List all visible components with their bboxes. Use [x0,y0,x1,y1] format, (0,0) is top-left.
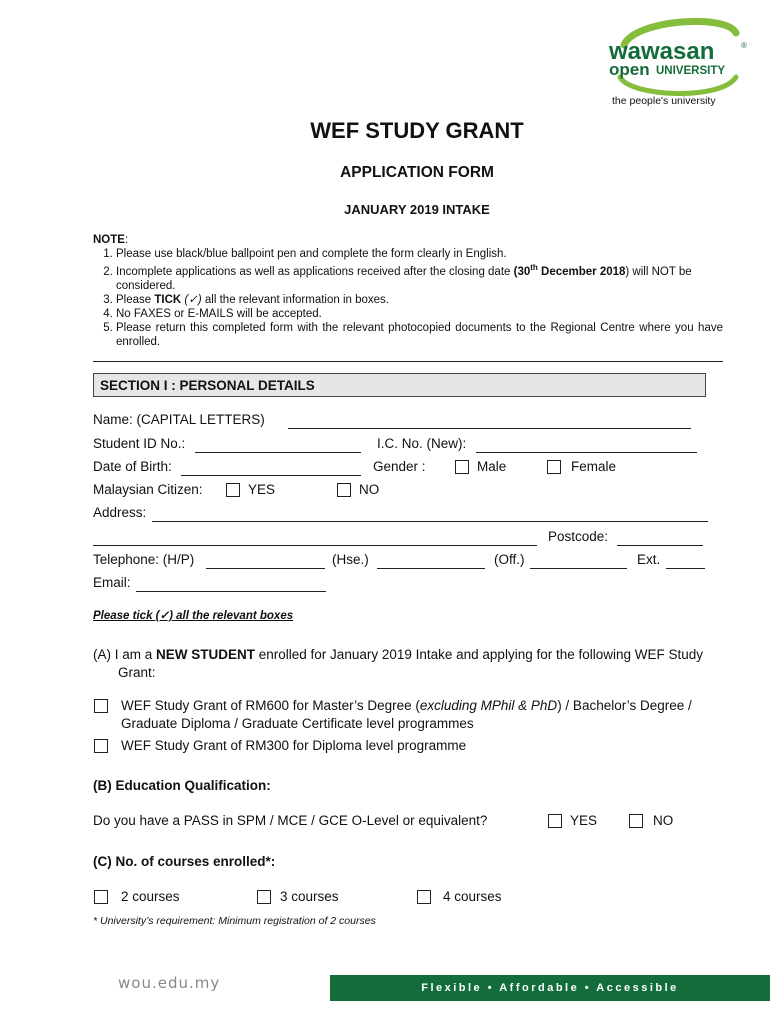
citizen-no-checkbox[interactable] [337,483,351,497]
ic-field[interactable] [476,451,697,453]
part-a-text: Grant: [118,665,156,680]
note-bold: December 2018 [537,265,626,278]
ext-label: Ext. [637,552,661,567]
citizen-label: Malaysian Citizen: [93,482,203,497]
part-c-heading: (C) No. of courses enrolled*: [93,854,276,869]
intake-heading: JANUARY 2019 INTAKE [344,202,490,217]
logo-university: UNIVERSITY [656,65,726,77]
citizen-yes-label: YES [248,482,276,497]
part-b-heading: (B) Education Qualification: [93,778,271,793]
note-text: Please [116,293,155,306]
footer-slogan: Flexible • Affordable • Accessible [330,975,770,1001]
citizen-yes-checkbox[interactable] [226,483,240,497]
part-b-question: Do you have a PASS in SPM / MCE / GCE O-Level or equivalent? [93,813,488,828]
note-item [116,293,723,307]
email-label: Email: [93,575,131,590]
address-field-1[interactable] [152,520,708,522]
telephone-hp-field[interactable] [206,567,325,569]
footnote: * University’s requirement: Minimum registration of 2 courses [93,915,376,927]
ic-label: I.C. No. (New): [377,436,467,451]
courses-4-checkbox[interactable] [417,890,431,904]
tick-instruction: Please tick (✓) all the relevant boxes [93,610,294,622]
logo-tagline: the people's university [612,95,716,107]
name-field[interactable] [288,427,691,429]
student-id-field[interactable] [195,451,361,453]
part-a-text: (A) I am a [93,647,157,662]
part-a-text: enrolled for January 2019 Intake and applying for the following WEF Study [255,647,704,662]
form-title: WEF STUDY GRANT [310,118,524,143]
student-id-label: Student ID No.: [93,436,186,451]
off-label: (Off.) [494,552,525,567]
notes-heading: NOTE [93,234,125,246]
telephone-label: Telephone: (H/P) [93,552,195,567]
postcode-field[interactable] [617,544,703,546]
male-label: Male [477,459,507,474]
postcode-label: Postcode: [548,529,609,544]
note-bold: (30 [513,265,531,278]
male-checkbox[interactable] [455,460,469,474]
note-bold: TICK [154,293,182,306]
courses-3-checkbox[interactable] [257,890,271,904]
dob-label: Date of Birth: [93,459,172,474]
divider [93,361,723,362]
note-item: 5. Please return this completed form with the relevant photocopied documents to the Regional Centre where you have enrolled. [116,321,723,349]
grant-rm300-checkbox[interactable] [94,739,108,753]
grant-text: ) / Bachelor’s Degree / [557,698,692,713]
citizen-no-label: NO [359,482,380,497]
email-field[interactable] [136,590,326,592]
pass-yes-label: YES [570,813,598,828]
section-1-header: SECTION I : PERSONAL DETAILS [93,373,706,397]
logo-wordmark: wawasan [609,38,715,65]
grant-rm300-label: WEF Study Grant of RM300 for Diploma level programme [121,738,467,753]
telephone-hse-field[interactable] [377,567,485,569]
note-text: all the relevant information in boxes. [201,293,389,306]
grant-text: WEF Study Grant of RM600 for Master’s Degree ( [121,698,420,713]
form-subtitle: APPLICATION FORM [340,164,494,181]
ext-field[interactable] [666,567,705,569]
website-url: wou.edu.my [118,974,221,992]
part-a-bold: NEW STUDENT [156,647,256,662]
note-sup: th [530,263,538,272]
grant-text: Graduate Diploma / Graduate Certificate level programmes [121,716,474,731]
note-italic: (✓) [181,293,202,306]
courses-3-label: 3 courses [280,889,339,904]
gender-label: Gender : [373,459,426,474]
grant-rm600-checkbox[interactable] [94,699,108,713]
registered-mark: ® [741,41,747,50]
pass-no-checkbox[interactable] [629,814,643,828]
grant-rm600-label [121,697,731,733]
logo-open: open [609,60,650,79]
note-item [116,261,723,293]
dob-field[interactable] [181,474,361,476]
pass-yes-checkbox[interactable] [548,814,562,828]
address-field-2[interactable] [93,544,537,546]
female-label: Female [571,459,617,474]
note-text: Incomplete applications as well as applications received after the closing date [116,265,514,278]
pass-no-label: NO [653,813,674,828]
name-label: Name: (CAPITAL LETTERS) [93,412,265,427]
part-a-intro [93,646,743,682]
note-item: 4. No FAXES or E-MAILS will be accepted. [116,307,723,321]
female-checkbox[interactable] [547,460,561,474]
notes-block: NOTE: 1. Please use black/blue ballpoint pen and complete the form clearly in English. 2. Incomplete applications as well as applications received after the closing date (30th December 2018) will NOT be considered. 3. Please TICK (✓) all the relevant information in boxes. 4. No FAXES or E-MAILS will be accepted. 5. Please return this completed form with the relevant photocopied documents to the Regional Centre where you have enrolled. [93,233,723,349]
address-label: Address: [93,505,147,520]
courses-2-label: 2 courses [121,889,180,904]
note-item: 1. Please use black/blue ballpoint pen and complete the form clearly in English. [116,247,723,261]
hse-label: (Hse.) [332,552,369,567]
telephone-off-field[interactable] [530,567,627,569]
courses-2-checkbox[interactable] [94,890,108,904]
note-text: ) will NOT be considered. [116,265,692,292]
grant-italic: excluding MPhil & PhD [419,698,558,713]
courses-4-label: 4 courses [443,889,502,904]
